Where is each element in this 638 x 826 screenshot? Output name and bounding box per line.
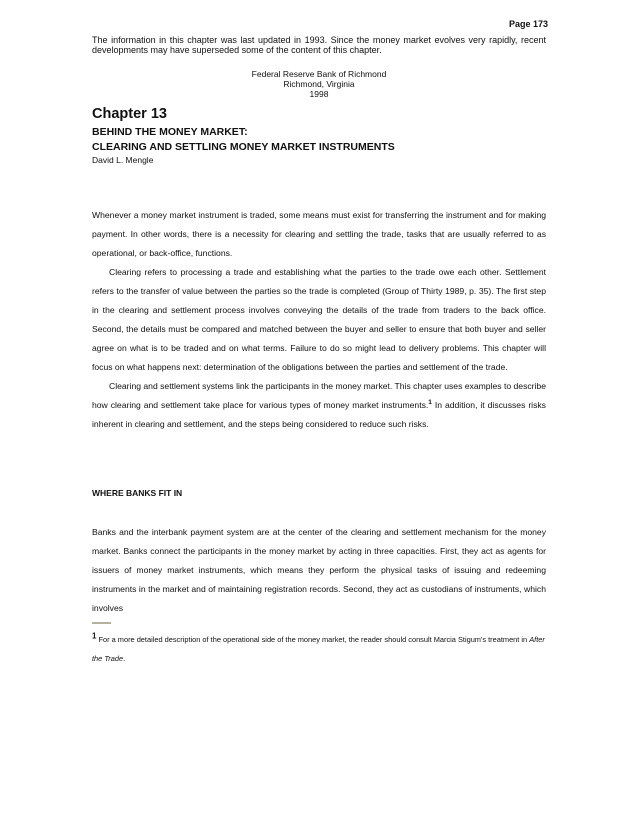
footnote: [92, 630, 546, 668]
paragraph-text: Clearing and settlement systems link the participants in the money market. This chapter uses examples to describe how clearing and settlement take place for various types of money market instruments.: [92, 381, 546, 410]
paragraph: Banks and the interbank payment system are at the center of the clearing and settlement mechanism for the money market. Banks connect the participants in the money market by acting in three capacities. First, they act as agents for issuers of money market instruments, which means they perform the physical tasks of issuing and redeeming instruments in the market and of maintaining registration records. Second, they act as custodians of instruments, which involves: [92, 527, 546, 613]
paragraph: Clearing refers to processing a trade and establishing what the parties to the trade owe each other. Settlement refers to the transfer of value between the parties so the trade is completed (Group of Thirty 1989, p. 35). The first step in the clearing and settlement process involves conveying the details of the trade from traders to the back office. Second, the details must be compared and matched between the buyer and seller to ensure that both buyer and seller agree on what is to be traded and on what terms. Failure to do so might lead to delivery problems. This chapter will focus on what happens next: determination of the obligations between the parties and settlement of the trade.: [92, 267, 546, 372]
chapter-title: [92, 125, 395, 155]
page-number: Page 173: [508, 19, 548, 29]
footnote-end: .: [123, 654, 126, 663]
footnote-book-title: After the Trade: [92, 635, 545, 663]
publisher-city: Richmond, Virginia: [283, 79, 355, 89]
footnote-mark: 1: [92, 631, 97, 641]
paragraph: [92, 377, 546, 434]
chapter-title-line-2: CLEARING AND SETTLING MONEY MARKET INSTRUMENTS: [92, 141, 395, 153]
publisher-name: Federal Reserve Bank of Richmond: [251, 69, 387, 79]
publisher-year: 1998: [309, 89, 329, 99]
footnote-divider: [92, 622, 111, 624]
author: David L. Mengle: [92, 155, 154, 165]
update-note: The information in this chapter was last updated in 1993. Since the money market evolves very rapidly, recent developments may have superseded some of the content of this chapter.: [92, 35, 546, 55]
footnote-reference[interactable]: 1: [428, 399, 432, 407]
chapter-title-line-1: BEHIND THE MONEY MARKET:: [92, 126, 248, 138]
paragraph-text: In addition, it discusses risks inherent in clearing and settlement, and the steps being considered to reduce such risks.: [92, 400, 546, 429]
chapter-number: Chapter 13: [92, 106, 167, 122]
intro-text: [92, 206, 546, 434]
section-text: [92, 523, 546, 618]
publisher-block: [92, 69, 546, 99]
section-heading: WHERE BANKS FIT IN: [92, 488, 183, 498]
footnote-text: For a more detailed description of the operational side of the money market, the reader should consult Marcia Stigum's treatment in: [96, 635, 530, 644]
paragraph: Whenever a money market instrument is traded, some means must exist for transferring the instrument and for making payment. In other words, there is a necessity for clearing and settling the trade, tasks that are usually referred to as operational, or back-office, functions.: [92, 210, 546, 258]
